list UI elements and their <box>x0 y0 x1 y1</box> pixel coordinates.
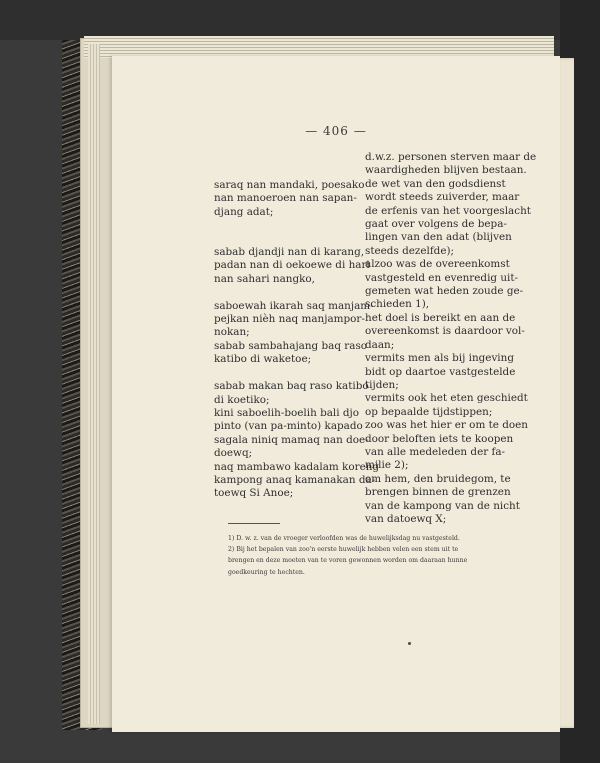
text-line: gemeten wat heden zoude ge- <box>365 285 524 298</box>
text-line: sabab makan baq raso katibo <box>214 380 369 393</box>
text-line: saboewah ikarah saq manjam- <box>214 299 374 312</box>
text-line: tijden; <box>365 378 399 391</box>
page-number: — 406 — <box>305 124 367 138</box>
text-line: pinto (van pa-minto) kapado <box>214 420 363 433</box>
text-line: doewq; <box>214 447 253 460</box>
text-line: wordt steeds zuiverder, maar <box>365 191 520 204</box>
text-line: vermits men als bij ingeving <box>365 352 514 365</box>
text-line: alzoo was de overeenkomst <box>365 258 510 271</box>
text-line: naq mambawo kadalam koreng <box>214 460 380 473</box>
footnote-line: 1) D. w. z. van de vroeger verloofden was de huwelijksdag nu vastgesteld. <box>228 535 460 542</box>
text-line: di koetiko; <box>214 393 270 406</box>
text-line: de erfenis van het voorgeslacht <box>365 204 531 217</box>
text-line: nan manoeroen nan sapan- <box>214 192 357 205</box>
text-line: d.w.z. personen sterven maar de <box>365 151 537 163</box>
text-line: van alle medeleden der fa- <box>365 445 506 458</box>
text-line: overeenkomst is daardoor vol- <box>365 325 525 338</box>
background-top <box>0 0 600 40</box>
text-line: zoo was het hier er om te doen <box>365 419 528 432</box>
text-line: padan nan di oekoewe di hari <box>214 259 370 272</box>
text-line: sabab sambahajang baq raso <box>214 339 368 352</box>
footnote-line: 2) Bij het bepalen van zoo'n eerste huwelijk hebben velen een stem uit te <box>228 546 459 554</box>
text-line: gaat over volgens de bepa- <box>365 218 507 231</box>
right-column-dutch-translation <box>365 151 537 526</box>
text-line <box>214 286 364 299</box>
text-line: sagala niniq mamaq nan doe- <box>214 433 369 446</box>
text-line: van de kampong van de nicht <box>365 499 520 512</box>
text-line: brengen binnen de grenzen <box>365 486 511 499</box>
text-line: pejkan nièh naq manjampor- <box>214 313 365 326</box>
text-line: van datoewq X; <box>365 512 447 525</box>
text-line: sabab djandji nan di karang, <box>214 246 365 259</box>
text-line: vastgesteld en evenredig uit- <box>365 271 519 284</box>
text-line: op bepaalde tijdstippen; <box>365 405 493 418</box>
text-line: toewq Si Anoe; <box>214 487 294 500</box>
text-line: het doel is bereikt en aan de <box>365 311 516 324</box>
text-line: kampong anaq kamanakan da- <box>214 473 376 486</box>
text-line: katibo di waketoe; <box>214 353 312 366</box>
text-line: djang adat; <box>214 205 274 218</box>
text-line: de wet van den godsdienst <box>365 177 506 190</box>
page-left-edges <box>88 44 100 724</box>
text-line <box>214 219 364 232</box>
text-line: saraq nan mandaki, poesako <box>214 179 365 191</box>
text-line: door beloften iets te koopen <box>365 432 514 445</box>
book-page <box>112 56 560 732</box>
footnote-line: brengen en deze moeten van te voren gewonnen worden om daaraan hunne <box>228 557 468 565</box>
text-line: bidt op daartoe vastgestelde <box>365 365 516 378</box>
text-line: schieden 1), <box>365 298 430 311</box>
text-line: daan; <box>365 338 395 351</box>
text-line: steeds dezelfde); <box>365 244 455 257</box>
footnote-divider <box>228 523 280 524</box>
footnote-line: goedkeuring te hechten. <box>228 568 305 576</box>
text-line: nokan; <box>214 326 250 339</box>
page-top-edges <box>84 36 554 58</box>
text-line: nan sahari nangko, <box>214 272 315 285</box>
text-line: kini saboelih-boelih bali djo <box>214 406 359 419</box>
text-line <box>214 233 364 246</box>
text-line: lingen van den adat (blijven <box>365 231 512 244</box>
text-line: milie 2); <box>365 459 409 472</box>
text-line: vermits ook het eten geschiedt <box>365 392 528 405</box>
text-line: om hem, den bruidegom, te <box>365 472 511 485</box>
footnotes <box>228 533 508 578</box>
text-line: waardigheden blijven bestaan. <box>365 164 527 177</box>
text-line <box>214 367 364 380</box>
paper-speck <box>408 642 411 645</box>
